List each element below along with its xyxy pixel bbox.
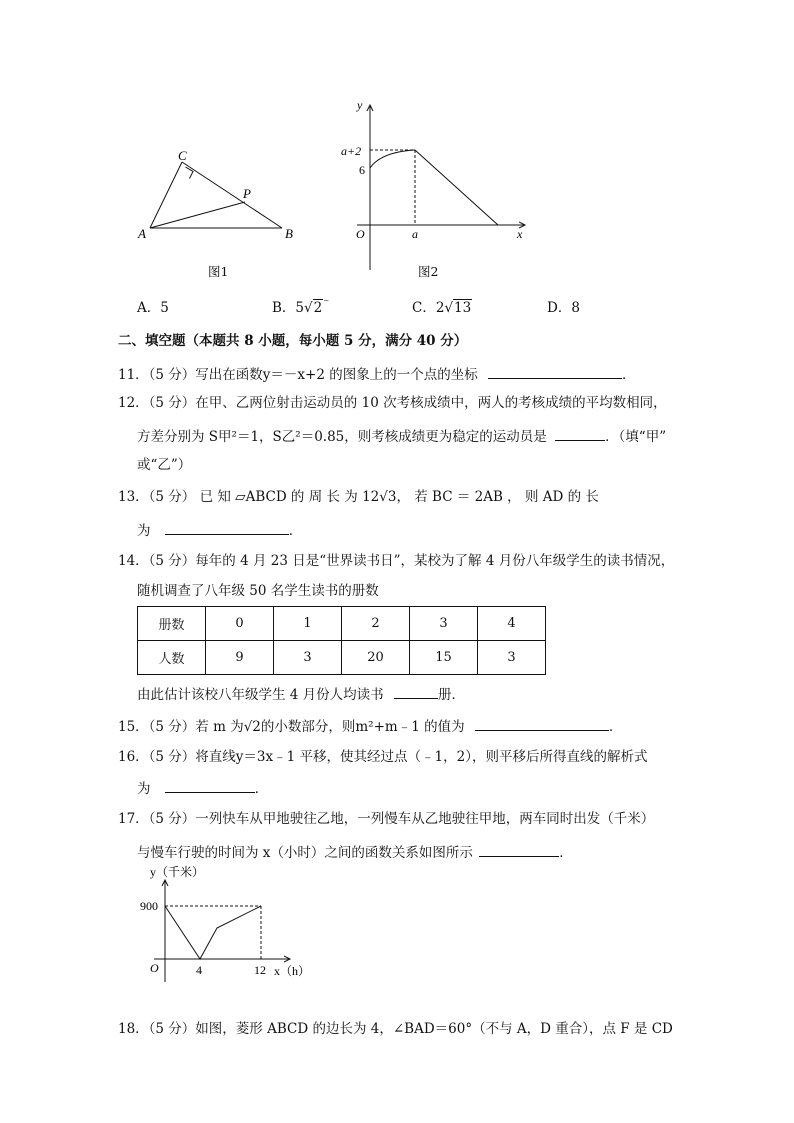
origin-label: O <box>356 227 365 241</box>
table-header-people: 人数 <box>138 641 206 675</box>
x-tick-4: 4 <box>196 963 202 977</box>
question-14-line-3: 由此估计该校八年级学生 4 月份人均读书 册． <box>137 684 465 704</box>
table-cell: 0 <box>206 607 274 641</box>
option-d[interactable]: D．8 <box>547 300 580 316</box>
question-14-line-1: 14．（5 分）每年的 4 月 23 日是“世界读书日”，某校为了解 4 月份八年级学生的读书情况， <box>118 553 675 569</box>
table-header-books: 册数 <box>138 607 206 641</box>
label-A: A <box>138 226 146 241</box>
answer-blank-16[interactable] <box>165 778 255 793</box>
table-cell: 3 <box>410 607 478 641</box>
table-cell: 2 <box>342 607 410 641</box>
question-17-line-1: 17．（5 分）一列快车从甲地驶往乙地，一列慢车从乙地驶往甲地，两车同时出发（千米） <box>118 811 655 827</box>
question-12-line-1: 12．（5 分）在甲、乙两位射击运动员的 10 次考核成绩中，两人的考核成绩的平均数相同， <box>118 395 667 411</box>
answer-blank-17[interactable] <box>479 842 559 857</box>
line-segment <box>415 150 498 225</box>
answer-blank-11[interactable] <box>488 364 622 379</box>
figure-1-triangle <box>130 140 300 250</box>
x-axis-label: x（h） <box>274 964 311 978</box>
segment-CB <box>182 162 282 228</box>
answer-blank-12[interactable] <box>555 426 605 441</box>
y-tick-6: 6 <box>359 163 365 177</box>
table-row-people <box>138 641 546 675</box>
table-row-books <box>138 607 546 641</box>
option-c[interactable]: C．2√13 <box>412 300 472 316</box>
question-16-line-1: 16．（5 分）将直线y＝3x﹣1 平移，使其经过点（﹣1，2），则平移后所得直线的解析式 <box>118 749 648 765</box>
question-18: 18．（5 分）如图，菱形 ABCD 的边长为 4，∠BAD＝60°（不与 A，D 重合），点 F 是 CD <box>118 1021 673 1037</box>
label-B: B <box>285 226 293 241</box>
distance-curve <box>165 906 261 959</box>
x-axis-label: x <box>517 227 523 241</box>
option-a[interactable]: A．5 <box>137 300 169 316</box>
curve-segment <box>370 150 415 168</box>
y-tick-900: 900 <box>140 899 158 913</box>
figure-1-caption: 图1 <box>208 264 229 279</box>
question-14-line-2: 随机调查了八年级 50 名学生读书的册数 <box>137 583 379 599</box>
question-12-line-2: 方差分别为 S甲²＝1，S乙²＝0.85，则考核成绩更为稳定的运动员是 ．（填“甲” <box>137 426 666 446</box>
figure-2-caption: 图2 <box>418 264 439 279</box>
question-13-line-2: 为 ． <box>137 520 302 540</box>
x-tick-12: 12 <box>254 963 266 977</box>
table-cell: 4 <box>478 607 546 641</box>
question-12-line-3: 或“乙”） <box>137 457 192 473</box>
y-axis-label: y（千米） <box>150 865 205 879</box>
question-11: 11．（5 分）写出在函数y＝－x+2 的图象上的一个点的坐标 ． <box>118 364 636 384</box>
section-heading: 二、填空题（本题共 8 小题，每小题 5 分，满分 40 分） <box>118 333 468 349</box>
answer-blank-15[interactable] <box>475 716 609 731</box>
question-16-line-2: 为 ． <box>137 778 268 798</box>
table-cell: 3 <box>478 641 546 675</box>
question-15: 15．（5 分）若 m 为√2的小数部分，则m²+m﹣1 的值为 ． <box>118 716 622 736</box>
y-axis-label: y <box>357 98 363 112</box>
table-cell: 20 <box>342 641 410 675</box>
y-tick-a-plus-2: a+2 <box>341 144 362 158</box>
segment-AP <box>150 202 245 228</box>
table-cell: 1 <box>274 607 342 641</box>
reading-table <box>137 606 546 675</box>
table-cell: 9 <box>206 641 274 675</box>
answer-blank-14[interactable] <box>394 684 438 699</box>
label-C: C <box>178 148 187 163</box>
segment-AC <box>150 162 182 228</box>
table-cell: 3 <box>274 641 342 675</box>
option-b[interactable]: B．5√2⁻ <box>272 296 330 316</box>
origin-label: O <box>150 961 159 975</box>
question-13-line-1: 13．（5 分） 已 知 ▱ABCD 的 周 长 为 12√3， 若 BC ＝ 2AB ， 则 AD 的 长 <box>118 489 599 505</box>
figure-2-graph <box>335 95 535 275</box>
answer-blank-13[interactable] <box>165 520 289 535</box>
question-17-line-2: 与慢车行驶的时间为 x（小时）之间的函数关系如图所示 ． <box>137 842 573 862</box>
label-P: P <box>243 186 251 201</box>
distance-time-graph <box>140 862 320 984</box>
table-cell: 15 <box>410 641 478 675</box>
x-tick-a: a <box>412 227 418 241</box>
